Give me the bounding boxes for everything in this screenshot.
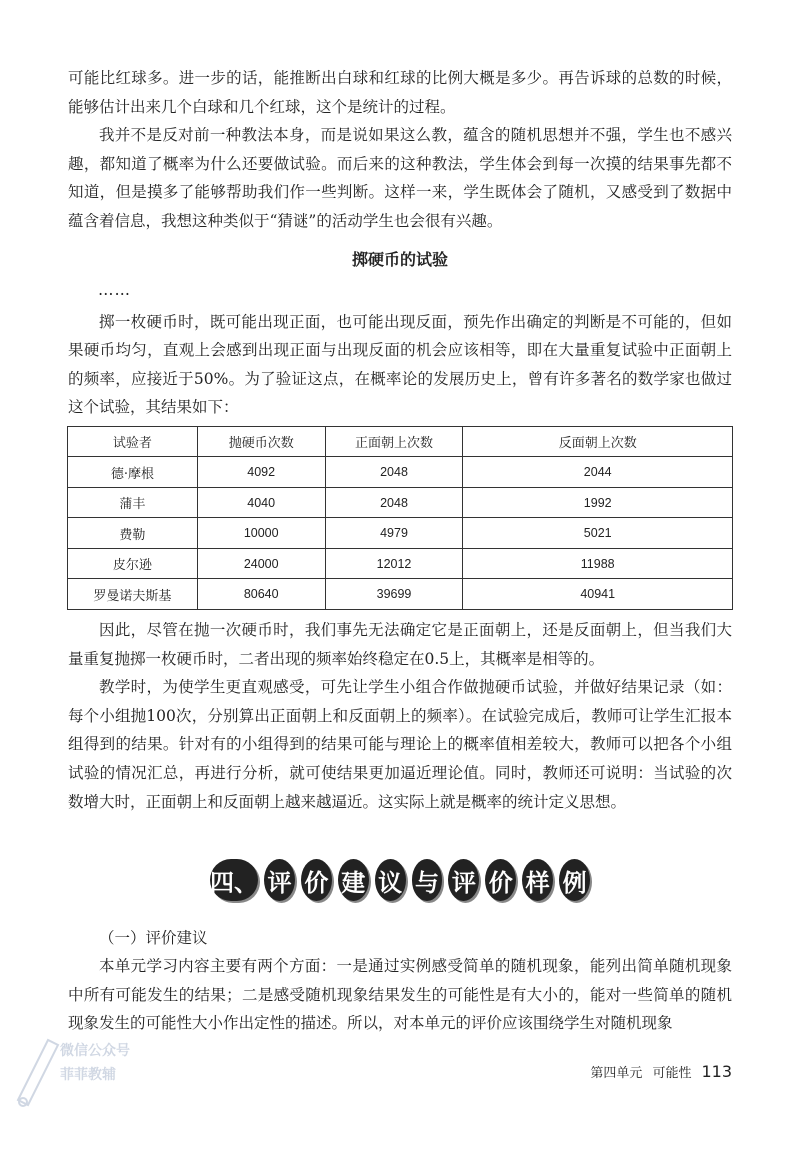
banner-char: 价 [301, 859, 332, 901]
table-cell: 4040 [197, 487, 325, 518]
paragraph: 教学时，为使学生更直观感受，可先让学生小组合作做抛硬币试验，并做好结果记录（如：每个小组抛100次，分别算出正面朝上和反面朝上的频率）。在试验完成后，教师可让学生汇报本组得到的结果。针对有的小组得到的结果可能与理论上的概率值相差较大，教师可以把各个小组试验的情况汇总，再进行分析，就可使结果更加逼近理论值。同时，教师还可说明：当试验的次数增大时，正面朝上和反面朝上越来越逼近。这实际上就是概率的统计定义思想。 [68, 678, 732, 811]
table-cell: 4979 [325, 518, 463, 549]
paragraph: 本单元学习内容主要有两个方面：一是通过实例感受简单的随机现象，能列出简单随机现象中所有可能发生的结果；二是感受随机现象结果发生的可能性是有大小的，能对一些简单的随机现象发生的可能性大小作出定性的描述。所以，对本单元的评价应该围绕学生对随机现象 [68, 957, 732, 1033]
table-cell: 德·摩根 [68, 457, 198, 488]
table-cell: 2044 [463, 457, 733, 488]
banner-char: 样 [522, 859, 553, 901]
table-cell: 80640 [197, 579, 325, 610]
page-content [68, 64, 732, 1038]
watermark-line: 菲菲教辅 [60, 1067, 116, 1083]
table-row [68, 457, 733, 488]
banner-char: 例 [559, 859, 590, 901]
pen-icon [8, 1030, 68, 1110]
table-row [68, 518, 733, 549]
watermark [8, 1030, 158, 1110]
table-row [68, 487, 733, 518]
banner-char: 四、 [210, 859, 258, 901]
page-footer [590, 1062, 732, 1081]
chapter-banner [210, 854, 590, 906]
paragraph: 因此，尽管在抛一次硬币时，我们事先无法确定它是正面朝上，还是反面朝上，但当我们大量重复抛掷一枚硬币时，二者出现的频率始终稳定在0.5上，其概率是相等的。 [68, 620, 732, 668]
page-number: 113 [701, 1062, 732, 1081]
banner-char: 与 [412, 859, 443, 901]
table-cell: 蒲丰 [68, 487, 198, 518]
banner-char: 价 [485, 859, 516, 901]
paragraph: 可能比红球多。进一步的话，能推断出白球和红球的比例大概是多少。再告诉球的总数的时候，能够估计出来几个白球和几个红球，这个是统计的过程。 [68, 69, 732, 116]
table-cell: 12012 [325, 548, 463, 579]
table-cell: 费勒 [68, 518, 198, 549]
table-header: 抛硬币次数 [197, 426, 325, 457]
subheading: （一）评价建议 [99, 929, 208, 948]
table-header: 反面朝上次数 [463, 426, 733, 457]
banner-char: 评 [448, 859, 479, 901]
footer-topic: 可能性 [652, 1066, 692, 1081]
table-header: 试验者 [68, 426, 198, 457]
paragraph: 我并不是反对前一种教法本身，而是说如果这么教，蕴含的随机思想并不强，学生也不感兴趣，都知道了概率为什么还要做试验。而后来的这种教法，学生体会到每一次摸的结果事先都不知道，但是摸多了能够帮助我们作一些判断。这样一来，学生既体会了随机，又感受到了数据中蕴含着信息，我想这种类似于“猜谜”的活动学生也会很有兴趣。 [68, 126, 732, 230]
footer-unit: 第四单元 [590, 1066, 643, 1081]
table-cell: 2048 [325, 487, 463, 518]
table-row [68, 548, 733, 579]
table-cell: 4092 [197, 457, 325, 488]
banner-char: 议 [375, 859, 406, 901]
banner-char: 建 [338, 859, 369, 901]
paragraph: 掷一枚硬币时，既可能出现正面，也可能出现反面，预先作出确定的判断是不可能的，但如果硬币均匀，直观上会感到出现正面与出现反面的机会应该相等，即在大量重复试验中正面朝上的频率，应接近于50%。为了验证这点，在概率论的发展历史上，曾有许多著名的数学家也做过这个试验，其结果如下： [68, 312, 732, 417]
table-cell: 2048 [325, 457, 463, 488]
table-cell: 5021 [463, 518, 733, 549]
banner-char: 评 [264, 859, 295, 901]
table-header-row [68, 426, 733, 457]
section-title: 掷硬币的试验 [351, 249, 448, 269]
table-row [68, 579, 733, 610]
table-header: 正面朝上次数 [325, 426, 463, 457]
table-cell: 24000 [197, 548, 325, 579]
table-cell: 皮尔逊 [68, 548, 198, 579]
ellipsis: …… [98, 280, 131, 299]
table-cell: 1992 [463, 487, 733, 518]
watermark-line: 微信公众号 [60, 1043, 130, 1059]
table-cell: 40941 [463, 579, 733, 610]
table-cell: 39699 [325, 579, 463, 610]
table-cell: 10000 [197, 518, 325, 549]
coin-toss-table [67, 426, 733, 610]
table-cell: 罗曼诺夫斯基 [68, 579, 198, 610]
table-cell: 11988 [463, 548, 733, 579]
